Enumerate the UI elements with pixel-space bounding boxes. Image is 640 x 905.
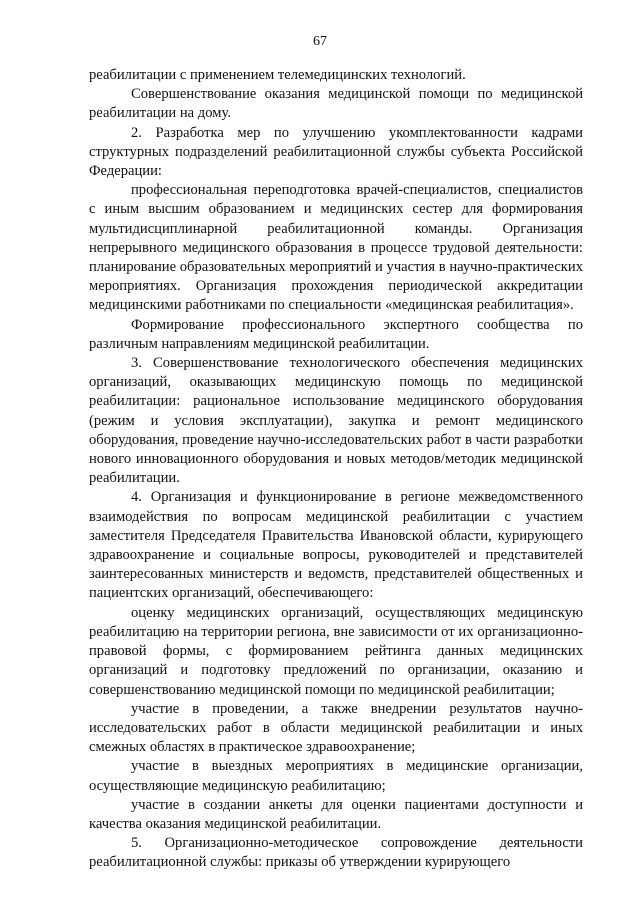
paragraph: 3. Совершенствование технологического обеспечения медицинских организаций, оказывающих медицинскую помощь по медицинской реабилитации: рациональное использование медицинского оборудования (режим и условия эксплуатации), закупка и ремонт медицинского оборудования, проведение научно-исследовательских работ в части разработки нового инновационного оборудования и новых методов/методик медицинской реабилитации. bbox=[89, 355, 583, 487]
page-number: 67 bbox=[313, 34, 327, 49]
paragraph: оценку медицинских организаций, осуществляющих медицинскую реабилитацию на территории региона, вне зависимости от их организационно-правовой формы, с формированием рейтинга данных медицинских организаций и подготовку предложений по организации, оказанию и совершенствованию медицинской помощи по медицинской реабилитации; bbox=[89, 604, 583, 698]
paragraph: профессиональная переподготовка врачей-специалистов, специалистов с иным высшим образованием и медицинских сестер для формирования мультидисциплинарной реабилитационной команды. Организация непрерывного медицинского образования в процессе трудовой деятельности: планирование образовательных мероприятий и участия в научно-практических мероприятиях. Организация прохождения периодической аккредитации медицинскими работниками по специальности «медицинская реабилитация». bbox=[89, 182, 583, 314]
paragraph: 5. Организационно-методическое сопровождение деятельности реабилитационной службы: приказы об утверждении курирующего bbox=[89, 835, 583, 871]
paragraph: 2. Разработка мер по улучшению укомплектованности кадрами структурных подразделений реабилитационной службы субъекта Российской Федерации: bbox=[89, 124, 583, 180]
paragraph: Формирование профессионального экспертного сообщества по различным направлениям медицинской реабилитации. bbox=[89, 316, 583, 352]
paragraph: участие в проведении, а также внедрении результатов научно-исследовательских работ в области медицинской реабилитации и иных смежных областях в практическое здравоохранение; bbox=[89, 700, 583, 756]
paragraph: 4. Организация и функционирование в регионе межведомственного взаимодействия по вопросам медицинской реабилитации с участием заместителя Председателя Правительства Ивановской области, курирующего здравоохранение и социальные вопросы, руководителей и представителей заинтересованных министерств и ведомств, представителей общественных и пациентских организаций, обеспечивающего: bbox=[89, 489, 583, 602]
document-body bbox=[89, 66, 583, 873]
paragraph: реабилитации с применением телемедицинских технологий. bbox=[89, 67, 466, 83]
paragraph: участие в выездных мероприятиях в медицинские организации, осуществляющие медицинскую реабилитацию; bbox=[89, 758, 583, 794]
paragraph: участие в создании анкеты для оценки пациентами доступности и качества оказания медицинской реабилитации. bbox=[89, 796, 583, 832]
paragraph: Совершенствование оказания медицинской помощи по медицинской реабилитации на дому. bbox=[89, 86, 583, 122]
